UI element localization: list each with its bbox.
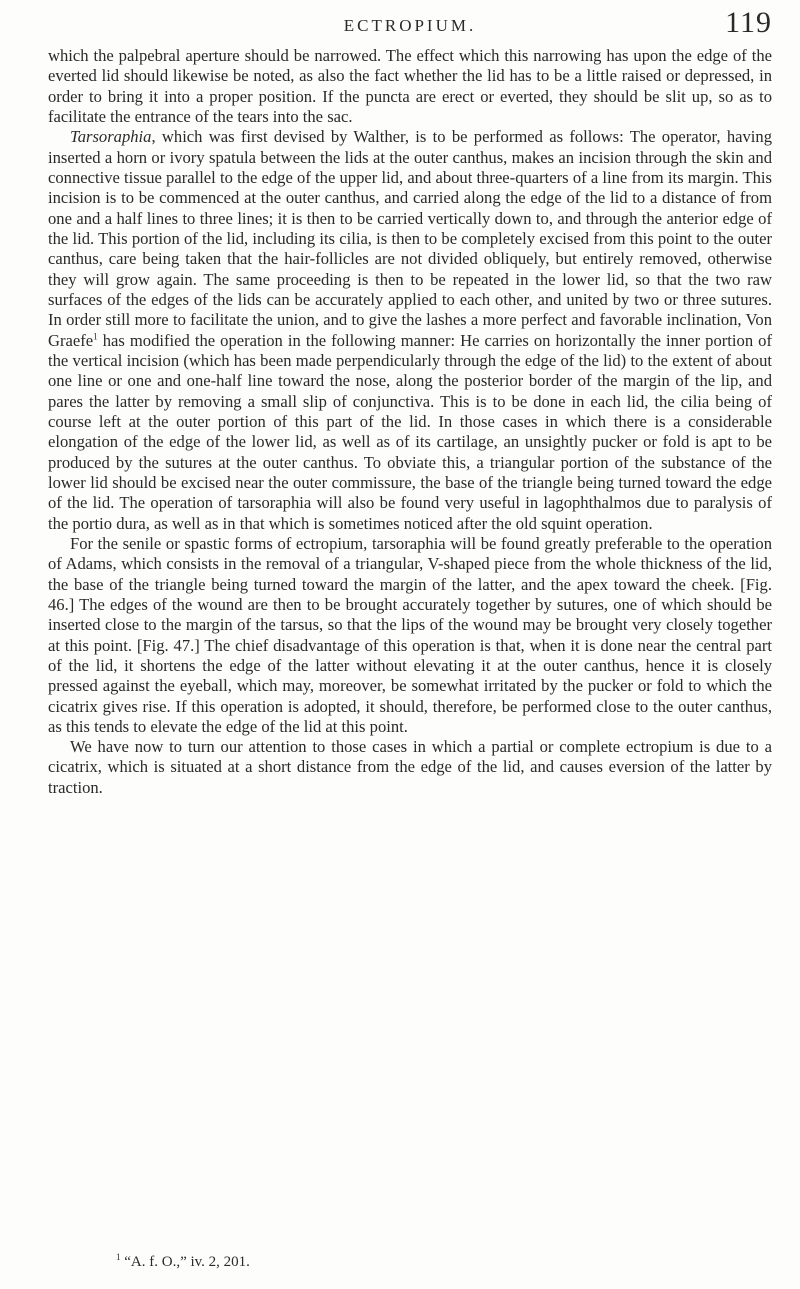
italic-term: Tarsoraphia [70,127,152,147]
body-text [48,46,772,798]
footnote-reference: 1 [93,331,98,342]
paragraph [48,737,772,798]
page-number: 119 [725,6,772,39]
paragraph-text: We have now to turn our attention to those cases in which a partial or complete ectropium is due to a cicatrix, which is situated at a short distance from the edge of the lid, and causes eversion of the latter by traction. [48,737,772,797]
paragraph-text: has modified the operation in the following manner: He carries on horizontally the inner portion of the vertical incision (which has been made perpendicularly through the edge of the lid) to the extent of about one line or one and one-half line toward the nose, along the posterior border of the margin of the lip, and pares the latter by removing a small slip of conjunctiva. This is to be done in each lid, the cilia being of course left at the outer portion of this part of the lid. In those cases in which there is a considerable elongation of the edge of the lower lid, as well as of its cartilage, an unsightly pucker or fold is apt to be produced by the sutures at the outer canthus. To obviate this, a triangular portion of the substance of the lower lid should be excised near the outer commissure, the base of the triangle being turned toward the edge of the lid. The operation of tarsoraphia will also be found very useful in lagophthalmos due to paralysis of the portio dura, as well as in that which is sometimes noticed after the old squint operation. [48,330,772,533]
page-header [48,4,772,44]
footnote-marker: 1 [116,1252,121,1262]
paragraph [48,534,772,737]
running-head: ECTROPIUM. [343,16,477,35]
footnote [116,1254,250,1271]
paragraph-text: , which was first devised by Walther, is to be performed as follows: The operator, having inserted a horn or ivory spatula between the lids at the outer canthus, makes an incision through the skin and connective tissue parallel to the edge of the upper lid, and about three-quarters of a line from its margin. This incision is to be commenced at the outer canthus, and carried along the edge of the lid to a distance of from one and a half lines to three lines; it is then to be carried vertically down to, and through the anterior edge of the lid. This portion of the lid, including its cilia, is then to be completely excised from this point to the outer canthus, care being taken that the hair-follicles are not divided obliquely, but entirely removed, otherwise they will grow again. The same proceeding is then to be repeated in the lower lid, so that the two raw surfaces of the edges of the lids can be accurately applied to each other, and united by two or three sutures. In order still more to facilitate the union, and to give the lashes a more perfect and favorable inclination, Von Graefe [48,127,772,350]
paragraph-text: For the senile or spastic forms of ectropium, tarsoraphia will be found greatly preferable to the operation of Adams, which consists in the removal of a triangular, V-shaped piece from the whole thickness of the lid, the base of the triangle being turned toward the margin of the latter, and the apex toward the cheek. [Fig. 46.] The edges of the wound are then to be brought accurately together by sutures, one of which should be inserted close to the margin of the tarsus, so that the lips of the wound may be brought very closely together at this point. [Fig. 47.] The chief disadvantage of this operation is that, when it is done near the central part of the lid, it shortens the edge of the latter without elevating it at the outer canthus, hence it is closely pressed against the eyeball, which may, moreover, be somewhat irritated by the pucker or fold to which the cicatrix gives rise. If this operation is adopted, it should, therefore, be performed close to the outer canthus, as this tends to elevate the edge of the lid at this point. [48,533,772,736]
paragraph [48,127,772,534]
paragraph [48,46,772,127]
paragraph-text: which the palpebral aperture should be narrowed. The effect which this narrowing has upon the edge of the everted lid should likewise be noted, as also the fact whether the lid has to be a little raised or depressed, in order to bring it into a proper position. If the puncta are erect or everted, they should be slit up, so as to facilitate the entrance of the tears into the sac. [48,46,772,126]
footnote-text: “A. f. O.,” iv. 2, 201. [120,1254,250,1270]
